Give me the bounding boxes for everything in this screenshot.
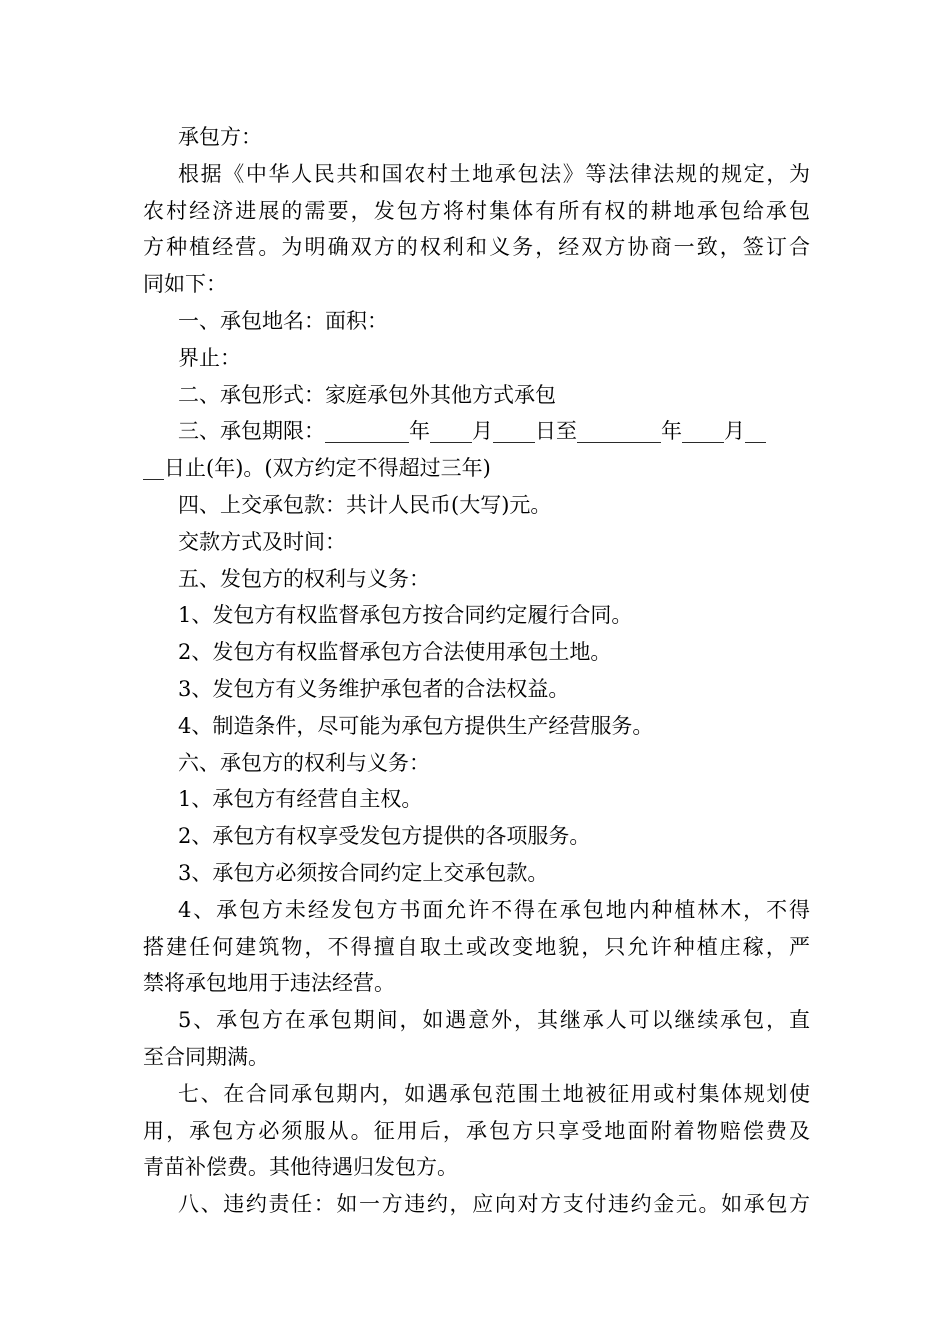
text-line: 方种植经营。为明确双方的权利和义务，经双方协商一致，签订合 — [143, 235, 810, 260]
text-line: 同如下： — [143, 272, 227, 297]
text-line: 4、承包方未经发包方书面允许不得在承包地内种植林木，不得 — [178, 897, 810, 922]
text-line: 七、在合同承包期内，如遇承包范围土地被征用或村集体规划使 — [178, 1081, 810, 1106]
text-line: 至合同期满。 — [143, 1044, 269, 1069]
text-line: 八、违约责任：如一方违约，应向对方支付违约金元。如承包方 — [178, 1192, 810, 1217]
text-line: 四、上交承包款：共计人民币(大写)元。 — [178, 492, 552, 517]
text-line: 4、制造条件，尽可能为承包方提供生产经营服务。 — [178, 713, 654, 738]
text-line: 界止： — [178, 345, 241, 370]
text-line: 5、承包方在承包期间，如遇意外，其继承人可以继续承包，直 — [178, 1008, 810, 1033]
text-line: 农村经济进展的需要，发包方将村集体有所有权的耕地承包给承包 — [143, 198, 810, 223]
text-line: 一、承包地名：面积： — [178, 308, 388, 333]
text-line: 禁将承包地用于违法经营。 — [143, 971, 395, 996]
text-line: 承包方： — [178, 125, 262, 149]
contract-body — [143, 119, 810, 1223]
text-line: 六、承包方的权利与义务： — [178, 750, 430, 775]
text-line: 2、发包方有权监督承包方合法使用承包土地。 — [178, 640, 612, 665]
text-line: 搭建任何建筑物，不得擅自取土或改变地貌，只允许种植庄稼，严 — [143, 934, 810, 959]
text-line: 二、承包形式：家庭承包外其他方式承包 — [178, 382, 556, 407]
text-line: 交款方式及时间： — [178, 529, 346, 554]
text-line: 五、发包方的权利与义务： — [178, 566, 430, 591]
text-line: 1、发包方有权监督承包方按合同约定履行合同。 — [178, 603, 633, 628]
text-line: 1、承包方有经营自主权。 — [178, 787, 423, 812]
text-line: __日止(年)。(双方约定不得超过三年) — [143, 456, 491, 481]
text-line: 根据《中华人民共和国农村土地承包法》等法律法规的规定，为 — [178, 161, 810, 186]
text-line: 用，承包方必须服从。征用后，承包方只享受地面附着物赔偿费及 — [143, 1118, 810, 1143]
text-line: 三、承包期限：________年____月____日至________年____月__ — [178, 419, 766, 444]
text-line: 青苗补偿费。其他待遇归发包方。 — [143, 1155, 458, 1180]
text-line: 2、承包方有权享受发包方提供的各项服务。 — [178, 824, 591, 849]
text-line: 3、承包方必须按合同约定上交承包款。 — [178, 860, 549, 885]
text-line: 3、发包方有义务维护承包者的合法权益。 — [178, 676, 570, 701]
